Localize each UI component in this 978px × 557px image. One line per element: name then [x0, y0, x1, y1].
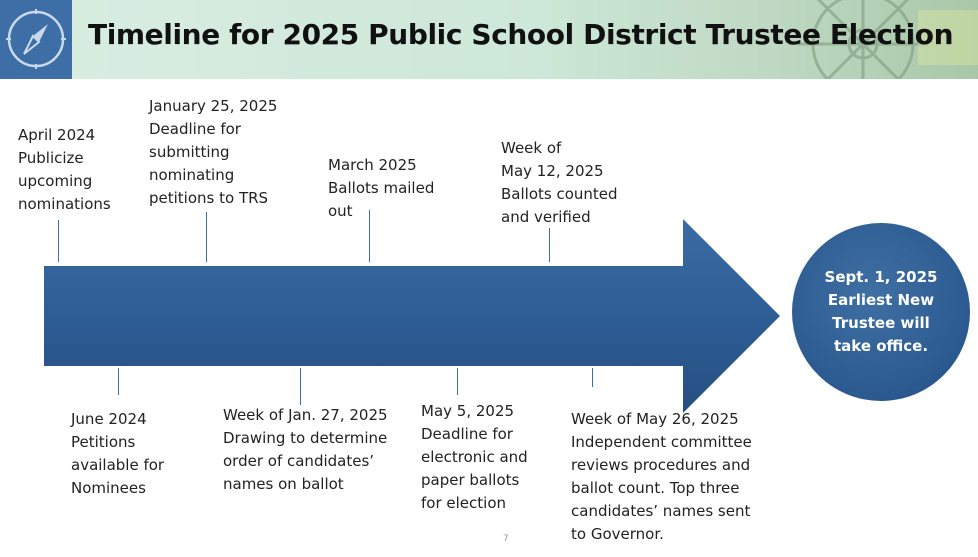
milestone-may-12-2025: Week of May 12, 2025 Ballots counted and verified — [501, 139, 618, 226]
final-milestone-text: Sept. 1, 2025 Earliest New Trustee will take office. — [824, 268, 938, 355]
milestone-march-2025: March 2025 Ballots mailed out — [328, 156, 435, 220]
tick-below-2 — [300, 368, 301, 405]
tick-below-3 — [457, 368, 458, 395]
milestone-jan-25-2025: January 25, 2025 Deadline for submitting nominating petitions to TRS — [149, 97, 278, 207]
page-title: Timeline for 2025 Public School District Trustee Election — [88, 18, 954, 51]
tick-above-4 — [549, 228, 550, 262]
tick-above-1 — [58, 220, 59, 262]
milestone-june-2024: June 2024 Petitions available for Nominees — [71, 410, 165, 497]
milestone-jan-27-2025: Week of Jan. 27, 2025 Drawing to determine order of candidates’ names on ballot — [223, 406, 388, 493]
tick-below-4 — [592, 368, 593, 387]
milestone-may-5-2025: May 5, 2025 Deadline for electronic and paper ballots for election — [421, 402, 528, 512]
page-number: 7 — [503, 534, 509, 544]
tick-below-1 — [118, 368, 119, 395]
milestone-may-26-2025: Week of May 26, 2025 Independent committee reviews procedures and ballot count. Top three candidates’ names sent to Governor. — [571, 410, 752, 543]
tick-above-2 — [206, 212, 207, 262]
final-milestone-circle — [792, 223, 970, 401]
milestone-april-2024: April 2024 Publicize upcoming nominations — [18, 126, 111, 213]
